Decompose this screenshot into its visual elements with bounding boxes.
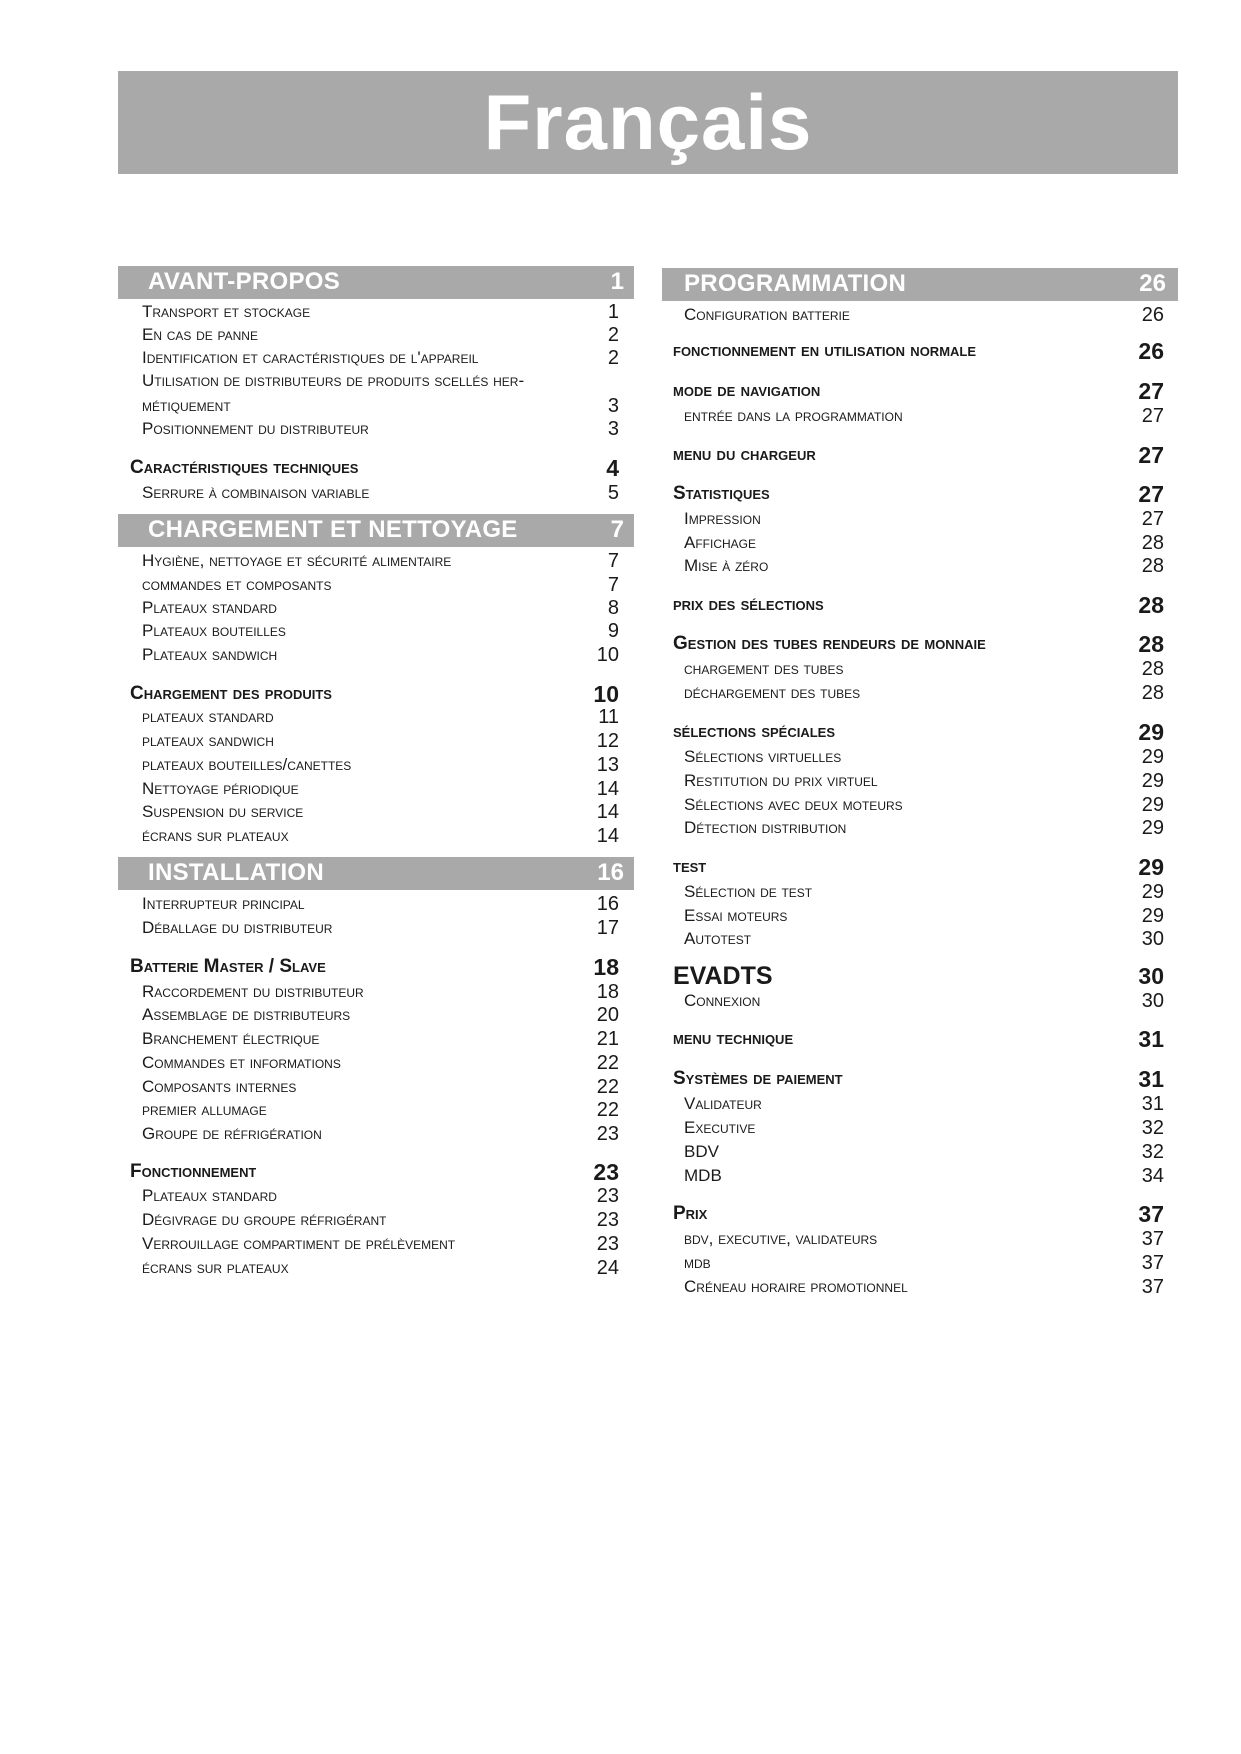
entry-label: Prix	[673, 1203, 708, 1224]
page-number: 16	[597, 859, 624, 886]
toc-entry-en-cas-de-panne	[118, 323, 634, 347]
toc-entry-configuration-batterie	[662, 303, 1178, 327]
toc-heading-chargement-des-produits	[118, 681, 634, 707]
toc-heading-menu-du-chargeur	[662, 442, 1178, 468]
page-number: 37	[1141, 1251, 1164, 1274]
toc-entry-verrouillage-compartiment-de-prelevement	[118, 1232, 634, 1256]
page-number: 26	[1138, 337, 1164, 364]
toc-entry-plateaux-bouteilles-canettes	[118, 753, 634, 777]
toc-heading-selections-speciales	[662, 719, 1178, 745]
page-number: 17	[596, 916, 619, 939]
toc-heading-gestion-des-tubes-rendeurs-de-monnaie	[662, 631, 1178, 657]
entry-label: plateaux bouteilles/canettes	[142, 755, 352, 774]
entry-label: AVANT-PROPOS	[148, 268, 341, 295]
toc-entry-plateaux-standard	[118, 705, 634, 729]
page-number: 14	[596, 777, 619, 800]
page-number: 28	[1141, 531, 1164, 554]
entry-label: déchargement des tubes	[684, 683, 861, 702]
toc-entry-essai-moteurs	[662, 904, 1178, 928]
entry-label: mdb	[684, 1253, 711, 1272]
page-number: 29	[1141, 816, 1164, 839]
toc-entry-suspension-du-service	[118, 800, 634, 824]
entry-label: bdv, executive, validateurs	[684, 1229, 878, 1248]
entry-label: chargement des tubes	[684, 659, 844, 678]
page-number: 23	[596, 1184, 619, 1207]
page-number: 30	[1138, 962, 1164, 989]
toc-entry-interrupteur-principal	[118, 892, 634, 916]
page-number: 3	[607, 417, 619, 440]
page-number: 29	[1141, 769, 1164, 792]
toc-entry-bdv-executive-validateurs	[662, 1227, 1178, 1251]
entry-label: Validateur	[684, 1094, 762, 1113]
toc-entry-selections-virtuelles	[662, 745, 1178, 769]
toc-entry-ecrans-sur-plateaux	[118, 1256, 634, 1280]
toc-entry-validateur	[662, 1092, 1178, 1116]
entry-label: mode de navigation	[673, 380, 821, 401]
toc-entry-creneau-horaire-promotionnel	[662, 1275, 1178, 1299]
entry-label: Plateaux sandwich	[142, 645, 278, 664]
entry-label: Verrouillage compartiment de prélèvement	[142, 1234, 456, 1253]
page-number: 26	[1141, 303, 1164, 326]
entry-label: Plateaux standard	[142, 598, 277, 617]
entry-label: Déballage du distributeur	[142, 918, 333, 937]
toc-entry-plateaux-standard	[118, 596, 634, 620]
entry-label: Sélection de test	[684, 882, 813, 901]
entry-label: Configuration batterie	[684, 305, 850, 324]
page-number: 23	[596, 1232, 619, 1255]
entry-label: commandes et composants	[142, 575, 332, 594]
toc-entry-premier-allumage	[118, 1098, 634, 1122]
entry-label: Sélections virtuelles	[684, 747, 842, 766]
toc-entry-selections-avec-deux-moteurs	[662, 793, 1178, 817]
page-number: 29	[1141, 793, 1164, 816]
page-number: 13	[596, 753, 619, 776]
toc-heading-fonctionnement	[118, 1159, 634, 1185]
entry-label: Groupe de réfrigération	[142, 1124, 322, 1143]
toc-heading-prix	[662, 1201, 1178, 1227]
page-number: 34	[1141, 1164, 1164, 1187]
toc-entry-utilisation-de-distributeurs-de-produits-scelles-her-metiquement	[118, 366, 634, 418]
toc-entry-ecrans-sur-plateaux	[118, 824, 634, 848]
entry-label: Plateaux standard	[142, 1186, 277, 1205]
toc-entry-plateaux-sandwich	[118, 643, 634, 667]
toc-entry-transport-et-stockage	[118, 300, 634, 324]
toc-entry-composants-internes	[118, 1075, 634, 1099]
toc-entry-executive	[662, 1116, 1178, 1140]
page-number: 7	[610, 516, 624, 543]
entry-label: Branchement électrique	[142, 1029, 320, 1048]
entry-label: prix des sélections	[673, 594, 824, 615]
section-band-programmation	[662, 268, 1178, 301]
title-band	[118, 71, 1178, 174]
entry-label: Positionnement du distributeur	[142, 419, 369, 438]
page-number: 16	[596, 892, 619, 915]
page-number: 31	[1138, 1025, 1164, 1052]
toc-heading-fonctionnement-en-utilisation-normale	[662, 338, 1178, 364]
toc-entry-positionnement-du-distributeur	[118, 417, 634, 441]
page-number: 18	[596, 980, 619, 1003]
entry-label: Identification et caractéristiques de l'appareil	[142, 348, 479, 367]
entry-label: Interrupteur principal	[142, 894, 305, 913]
entry-label: Créneau horaire promotionnel	[684, 1277, 908, 1296]
page-number: 12	[596, 729, 619, 752]
entry-label: Transport et stockage	[142, 302, 311, 321]
page-number: 28	[1138, 591, 1164, 618]
page-number: 28	[1141, 681, 1164, 704]
page-number: 14	[596, 800, 619, 823]
toc-entry-commandes-et-informations	[118, 1051, 634, 1075]
toc-entry-commandes-et-composants	[118, 573, 634, 597]
page-title: Français	[483, 78, 813, 166]
entry-label: Affichage	[684, 533, 757, 552]
entry-label: BDV	[684, 1142, 719, 1161]
page-number: 29	[1141, 745, 1164, 768]
page-number: 2	[607, 323, 619, 346]
page-number: 27	[1141, 507, 1164, 530]
toc-heading-evadts	[662, 963, 1178, 989]
entry-label: Mise à zéro	[684, 556, 769, 575]
page-number: 31	[1141, 1092, 1164, 1115]
toc-entry-chargement-des-tubes	[662, 657, 1178, 681]
entry-label: fonctionnement en utilisation normale	[673, 340, 977, 361]
entry-label: Systèmes de paiement	[673, 1068, 843, 1089]
page-number: 27	[1138, 441, 1164, 468]
entry-label: Chargement des produits	[130, 683, 332, 704]
entry-label: Commandes et informations	[142, 1053, 341, 1072]
entry-label: Sélections avec deux moteurs	[684, 795, 903, 814]
entry-label: Utilisation de distributeurs de produits scellés her-métiquement	[142, 371, 525, 415]
page-number: 23	[596, 1208, 619, 1231]
section-band-chargement-et-nettoyage	[118, 514, 634, 547]
toc-heading-prix-des-selections	[662, 592, 1178, 618]
section-band-installation	[118, 857, 634, 890]
toc-entry-hygiene-nettoyage-et-securite-alimentaire	[118, 549, 634, 573]
entry-label: INSTALLATION	[148, 859, 325, 886]
entry-label: Connexion	[684, 991, 761, 1010]
toc-entry-plateaux-bouteilles	[118, 619, 634, 643]
entry-label: Gestion des tubes rendeurs de monnaie	[673, 633, 986, 654]
page-number: 37	[1138, 1200, 1164, 1227]
page-number: 11	[598, 705, 619, 728]
page-number: 28	[1138, 630, 1164, 657]
entry-label: Statistiques	[673, 483, 770, 504]
toc-entry-plateaux-sandwich	[118, 729, 634, 753]
page-number: 28	[1141, 554, 1164, 577]
toc-entry-mise-a-zero	[662, 554, 1178, 578]
toc-entry-impression	[662, 507, 1178, 531]
toc-entry-connexion	[662, 989, 1178, 1013]
entry-label: Suspension du service	[142, 802, 304, 821]
entry-label: écrans sur plateaux	[142, 1258, 289, 1277]
entry-label: Executive	[684, 1118, 756, 1137]
toc-entry-plateaux-standard	[118, 1184, 634, 1208]
toc-heading-caracteristiques-techniques	[118, 455, 634, 481]
toc-entry-deballage-du-distributeur	[118, 916, 634, 940]
entry-label: Assemblage de distributeurs	[142, 1005, 351, 1024]
page-number: 29	[1141, 904, 1164, 927]
entry-label: plateaux standard	[142, 707, 274, 726]
entry-label: Fonctionnement	[130, 1161, 257, 1182]
page-number: 10	[593, 680, 619, 707]
toc-entry-degivrage-du-groupe-refrigerant	[118, 1208, 634, 1232]
page-number: 28	[1141, 657, 1164, 680]
entry-label: menu du chargeur	[673, 444, 816, 465]
page-number: 30	[1141, 989, 1164, 1012]
page-number: 4	[606, 454, 619, 481]
page-number: 27	[1138, 480, 1164, 507]
page-number: 7	[607, 549, 619, 572]
entry-label: Restitution du prix virtuel	[684, 771, 878, 790]
page-number: 1	[607, 300, 619, 323]
entry-label: Serrure à combinaison variable	[142, 483, 370, 502]
entry-label: Caractéristiques techniques	[130, 457, 359, 478]
page-number: 14	[596, 824, 619, 847]
page-number: 32	[1141, 1116, 1164, 1139]
entry-label: plateaux sandwich	[142, 731, 274, 750]
page-number: 31	[1138, 1065, 1164, 1092]
toc-entry-dechargement-des-tubes	[662, 681, 1178, 705]
entry-label: premier allumage	[142, 1100, 267, 1119]
entry-label: Hygiène, nettoyage et sécurité alimentaire	[142, 551, 452, 570]
entry-label: Dégivrage du groupe réfrigérant	[142, 1210, 387, 1229]
entry-label: Raccordement du distributeur	[142, 982, 364, 1001]
page-number: 2	[607, 346, 619, 369]
page-number: 23	[596, 1122, 619, 1145]
entry-label: menu technique	[673, 1028, 794, 1049]
toc-entry-mdb	[662, 1251, 1178, 1275]
toc-heading-mode-de-navigation	[662, 378, 1178, 404]
page-number: 23	[593, 1158, 619, 1185]
page-number: 30	[1141, 927, 1164, 950]
page-number: 29	[1138, 718, 1164, 745]
page-number: 22	[596, 1075, 619, 1098]
page-number: 24	[596, 1256, 619, 1279]
toc-entry-restitution-du-prix-virtuel	[662, 769, 1178, 793]
entry-label: Batterie Master / Slave	[130, 956, 326, 977]
page-number: 37	[1141, 1227, 1164, 1250]
page-number: 10	[596, 643, 619, 666]
page-number: 27	[1138, 377, 1164, 404]
toc-heading-statistiques	[662, 481, 1178, 507]
entry-label: PROGRAMMATION	[684, 270, 907, 297]
entry-label: test	[673, 856, 707, 877]
entry-label: entrée dans la programmation	[684, 406, 903, 425]
page-number: 27	[1141, 404, 1164, 427]
entry-label: EVADTS	[673, 961, 773, 990]
page-number: 29	[1141, 880, 1164, 903]
entry-label: Composants internes	[142, 1077, 297, 1096]
toc-entry-selection-de-test	[662, 880, 1178, 904]
toc-heading-menu-technique	[662, 1026, 1178, 1052]
page-number: 37	[1141, 1275, 1164, 1298]
toc-entry-assemblage-de-distributeurs	[118, 1003, 634, 1027]
page-number: 22	[596, 1098, 619, 1121]
entry-label: sélections spéciales	[673, 721, 836, 742]
entry-label: CHARGEMENT ET NETTOYAGE	[148, 516, 518, 543]
page-number: 3	[607, 395, 619, 417]
toc-entry-nettoyage-periodique	[118, 777, 634, 801]
entry-label: Nettoyage périodique	[142, 779, 299, 798]
toc-entry-entree-dans-la-programmation	[662, 404, 1178, 428]
toc-entry-bdv	[662, 1140, 1178, 1164]
page-number: 20	[596, 1003, 619, 1026]
page-number: 22	[596, 1051, 619, 1074]
toc-entry-branchement-electrique	[118, 1027, 634, 1051]
page-number: 18	[593, 953, 619, 980]
entry-label: MDB	[684, 1166, 722, 1185]
page-number: 5	[607, 481, 619, 504]
toc-entry-serrure-a-combinaison-variable	[118, 481, 634, 505]
toc-entry-autotest	[662, 927, 1178, 951]
toc-heading-test	[662, 854, 1178, 880]
toc-entry-groupe-de-refrigeration	[118, 1122, 634, 1146]
page-number: 26	[1139, 270, 1166, 297]
entry-label: En cas de panne	[142, 325, 258, 344]
page-number: 32	[1141, 1140, 1164, 1163]
entry-label: Essai moteurs	[684, 906, 788, 925]
page-number: 21	[596, 1027, 619, 1050]
page-number: 8	[607, 596, 619, 619]
toc-entry-detection-distribution	[662, 816, 1178, 840]
page-number: 1	[610, 268, 624, 295]
toc-entry-mdb	[662, 1164, 1178, 1188]
toc-entry-raccordement-du-distributeur	[118, 980, 634, 1004]
toc-entry-affichage	[662, 531, 1178, 555]
toc-heading-batterie-master-slave	[118, 954, 634, 980]
page-number: 29	[1138, 853, 1164, 880]
entry-label: Impression	[684, 509, 761, 528]
entry-label: Plateaux bouteilles	[142, 621, 286, 640]
section-band-avant-propos	[118, 266, 634, 299]
page-number: 9	[607, 619, 619, 642]
entry-label: Détection distribution	[684, 818, 847, 837]
entry-label: écrans sur plateaux	[142, 826, 289, 845]
page-number: 7	[607, 573, 619, 596]
toc-heading-systemes-de-paiement	[662, 1066, 1178, 1092]
entry-label: Autotest	[684, 929, 752, 948]
